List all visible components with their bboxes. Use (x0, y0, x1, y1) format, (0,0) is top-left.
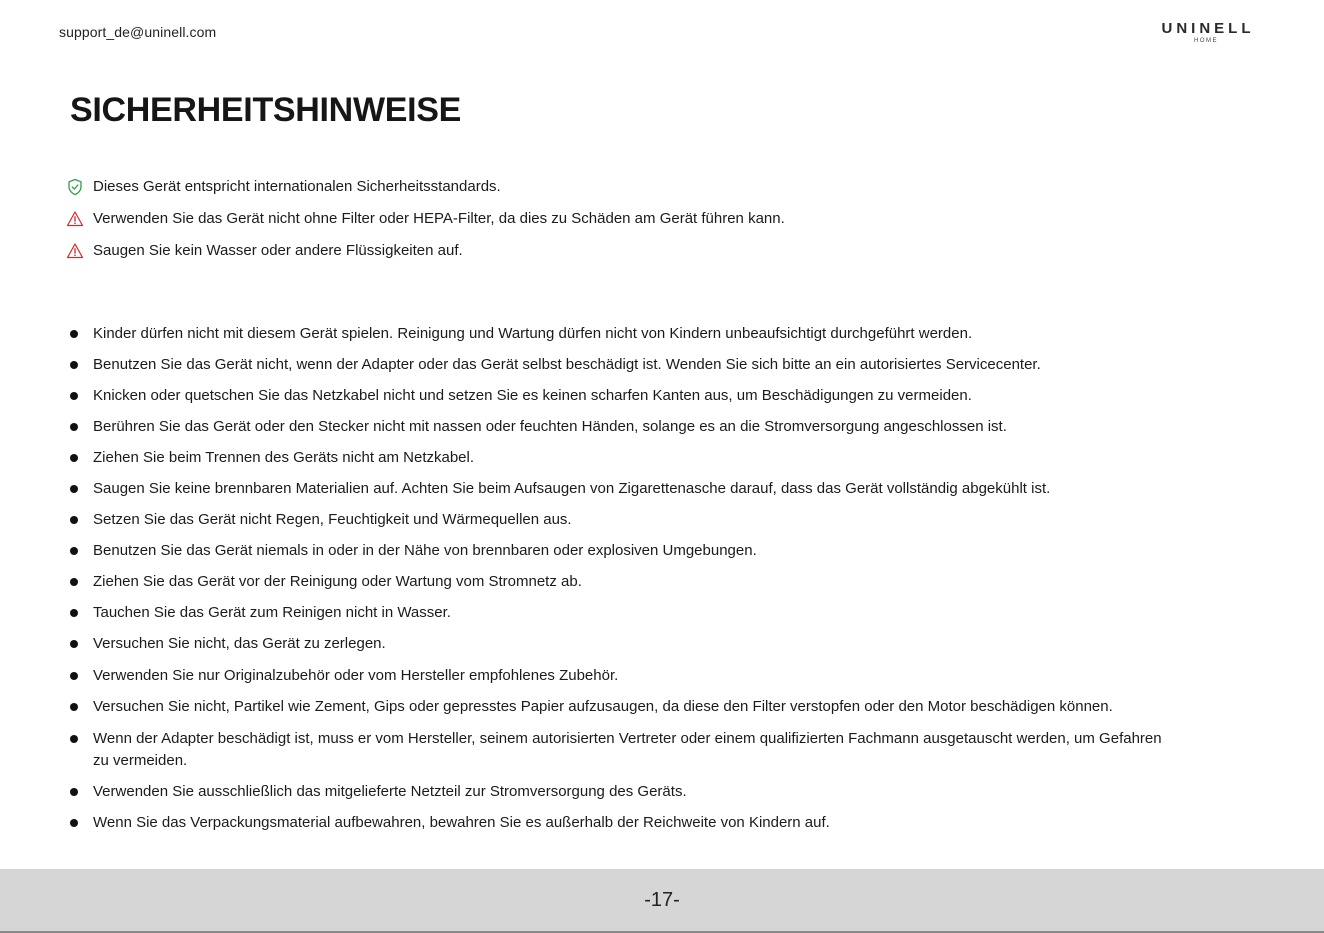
warning-triangle-icon (66, 210, 84, 228)
notice-text: Saugen Sie kein Wasser oder andere Flüssigkeiten auf. (93, 242, 463, 259)
list-item-text: Wenn der Adapter beschädigt ist, muss er vom Hersteller, seinem autorisierten Vertreter oder einem qualifizierten Fachmann ausgetauscht werden, um Gefahren zu vermeiden. (93, 730, 1162, 769)
list-item-text: Kinder dürfen nicht mit diesem Gerät spielen. Reinigung und Wartung dürfen nicht von Kindern unbeaufsichtigt durchgeführt werden. (93, 325, 973, 342)
bullet-icon (70, 485, 78, 493)
list-item-text: Setzen Sie das Gerät nicht Regen, Feuchtigkeit und Wärmequellen aus. (93, 511, 572, 528)
list-item-text: Ziehen Sie das Gerät vor der Reinigung oder Wartung vom Stromnetz ab. (93, 573, 582, 590)
bullet-icon (70, 361, 78, 369)
list-item-text: Versuchen Sie nicht, das Gerät zu zerlegen. (93, 635, 386, 652)
logo-wordmark: UNINELL (1161, 20, 1255, 37)
bullet-icon (70, 516, 78, 524)
bullet-icon (70, 788, 78, 796)
page-title: SICHERHEITSHINWEISE (70, 91, 462, 129)
bullet-icon (70, 640, 78, 648)
bullet-icon (70, 578, 78, 586)
bullet-icon (70, 392, 78, 400)
bullet-icon (70, 819, 78, 827)
logo-subtitle: HOME (1194, 38, 1218, 44)
bullet-icon (70, 547, 78, 555)
list-item-text: Tauchen Sie das Gerät zum Reinigen nicht in Wasser. (93, 604, 451, 621)
list-item-text: Benutzen Sie das Gerät niemals in oder in der Nähe von brennbaren oder explosiven Umgebungen. (93, 542, 757, 559)
list-item-text: Verwenden Sie nur Originalzubehör oder vom Hersteller empfohlenes Zubehör. (93, 667, 619, 684)
list-item-text: Wenn Sie das Verpackungsmaterial aufbewahren, bewahren Sie es außerhalb der Reichweite von Kindern auf. (93, 814, 830, 831)
notice-item (66, 241, 463, 261)
header-email: support_de@uninell.com (59, 24, 217, 40)
shield-check-icon (66, 178, 84, 196)
list-item-text: Berühren Sie das Gerät oder den Stecker nicht mit nassen oder feuchten Händen, solange es an die Stromversorgung angeschlossen ist. (93, 418, 1007, 435)
list-item-text: Versuchen Sie nicht, Partikel wie Zement, Gips oder gepresstes Papier aufzusaugen, da diese den Filter verstopfen oder den Motor beschädigen können. (93, 698, 1113, 715)
brand-logo (1150, 20, 1266, 46)
list-item-text: Knicken oder quetschen Sie das Netzkabel nicht und setzen Sie es keinen scharfen Kanten aus, um Beschädigungen zu vermeiden. (93, 387, 972, 404)
notice-text: Verwenden Sie das Gerät nicht ohne Filter oder HEPA-Filter, da dies zu Schäden am Gerät führen kann. (93, 210, 785, 227)
page-number: -17- (644, 889, 680, 911)
list-item-text: Saugen Sie keine brennbaren Materialien auf. Achten Sie beim Aufsaugen von Zigarettenasche darauf, dass das Gerät vollständig abgekühlt ist. (93, 480, 1051, 497)
bullet-icon (70, 330, 78, 338)
bullet-icon (70, 609, 78, 617)
list-item-text: Ziehen Sie beim Trennen des Geräts nicht am Netzkabel. (93, 449, 475, 466)
warning-triangle-icon (66, 242, 84, 260)
list-item-text: Benutzen Sie das Gerät nicht, wenn der Adapter oder das Gerät selbst beschädigt ist. Wenden Sie sich bitte an ein autorisiertes Servicecenter. (93, 356, 1041, 373)
list-item-text: Verwenden Sie ausschließlich das mitgelieferte Netzteil zur Stromversorgung des Geräts. (93, 783, 687, 800)
bullet-icon (70, 735, 78, 743)
bullet-icon (70, 454, 78, 462)
notice-item (66, 209, 785, 229)
page-footer (0, 869, 1324, 933)
notice-text: Dieses Gerät entspricht internationalen Sicherheitsstandards. (93, 178, 501, 195)
bullet-icon (70, 703, 78, 711)
notice-item (66, 177, 501, 197)
bullet-icon (70, 672, 78, 680)
bullet-icon (70, 423, 78, 431)
